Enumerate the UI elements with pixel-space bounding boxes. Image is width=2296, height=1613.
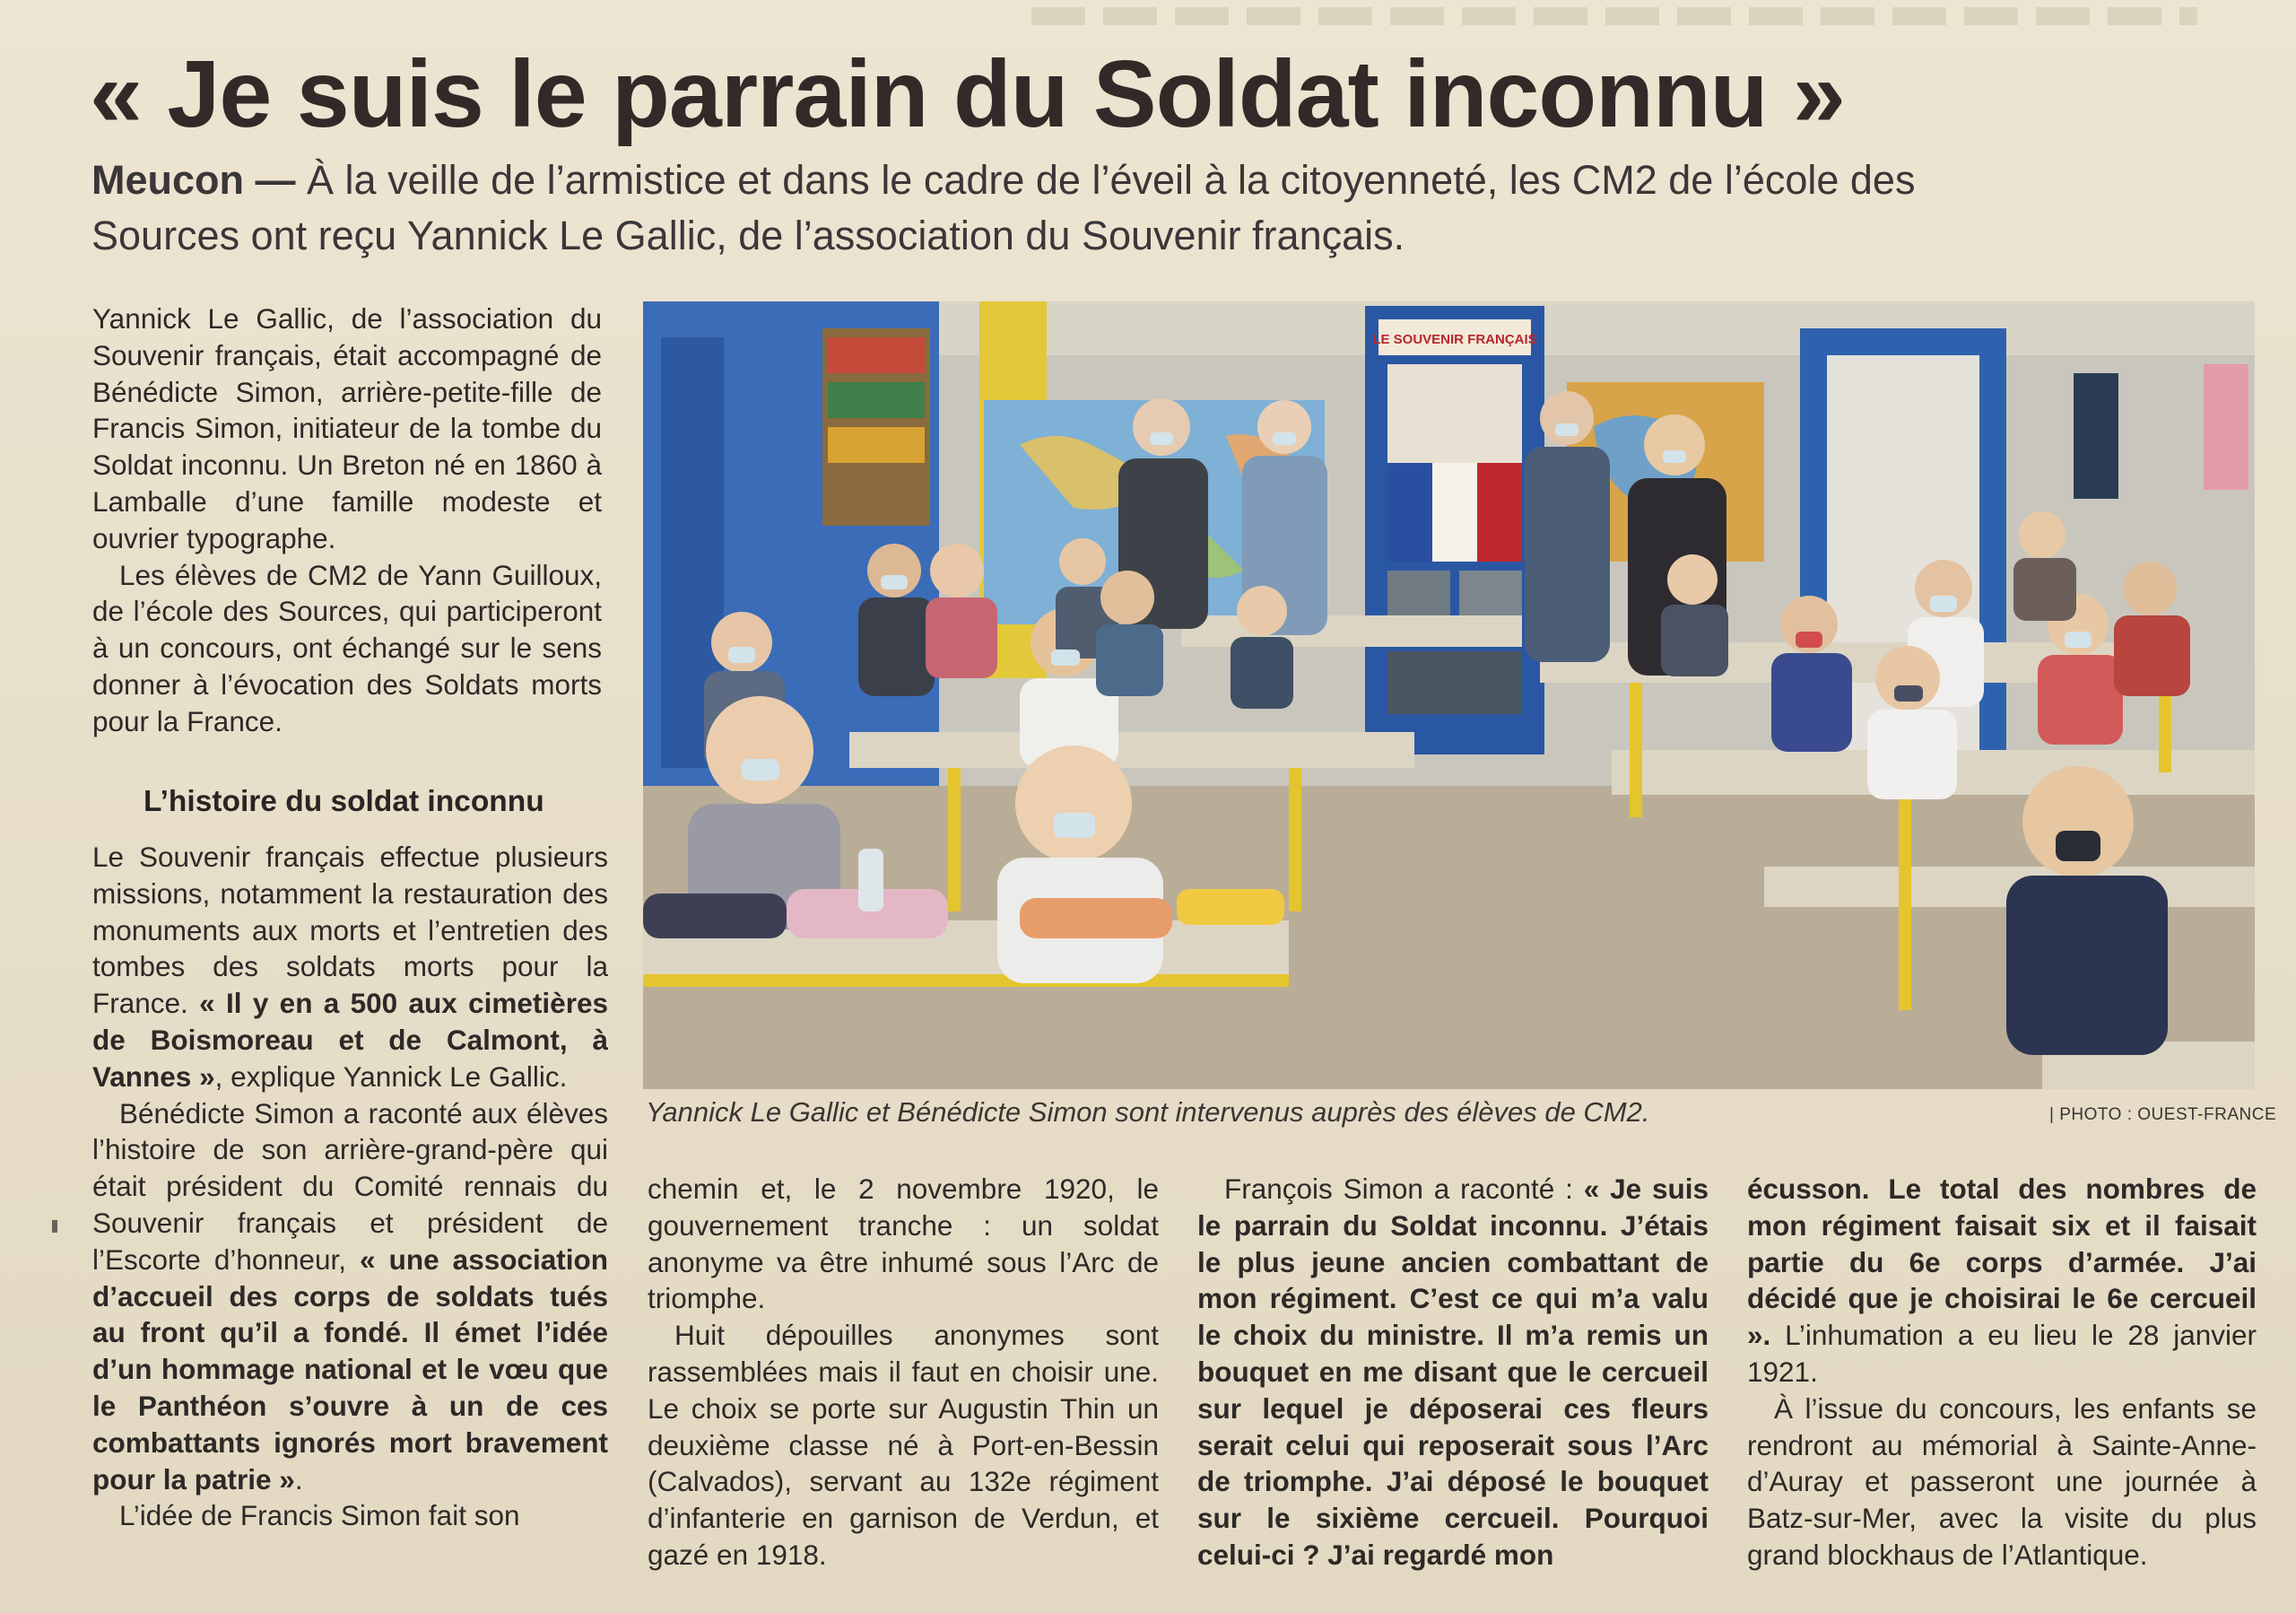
- col4-quote: écusson. Le total des nombres de mon régiment faisait six et il faisait partie du 6e corps d’armée. J’ai décidé que je choisirai le 6e cercueil ».: [1747, 1173, 2257, 1352]
- lead-text: À la veille de l’armistice et dans le cadre de l’éveil à la citoyenneté, les CM2 de l’école des Sources ont reçu Yannick Le Gallic, de l’association du Souvenir français.: [91, 157, 1916, 258]
- col1-p3-text: Le Souvenir français effectue plusieurs missions, notamment la restauration des monuments aux morts et l’entretien des tombes des soldats morts pour la France.: [92, 841, 608, 1020]
- col1-paragraph-3: [92, 839, 608, 1095]
- column-3: [1197, 1171, 1709, 1592]
- col1-p3-quote: « Il y en a 500 aux cimetières de Boismoreau et de Calmont, à Vannes »: [92, 987, 608, 1093]
- headline: « Je suis le parrain du Soldat inconnu »: [90, 41, 1845, 147]
- classroom-photo: [643, 301, 2255, 1089]
- photo-caption: Yannick Le Gallic et Bénédicte Simon sont intervenus auprès des élèves de CM2.: [646, 1096, 1650, 1128]
- col1-p4-text: Bénédicte Simon a raconté aux élèves l’histoire de son arrière-grand-père qui était président du Comité rennais du Souvenir français et président de l’Escorte d’honneur,: [92, 1096, 608, 1276]
- col4-paragraph-1: [1747, 1171, 2257, 1391]
- lead-paragraph: [91, 153, 1930, 264]
- col1-paragraph-4: [92, 1095, 608, 1498]
- col2-paragraph-2: Huit dépouilles anonymes sont rassemblées mais il faut en choisir une. Le choix se porte sur Augustin Thin un deuxième classe né à Port-en-Bessin (Calvados), servant au 132e régiment d’infanterie en garnison de Verdun, et gazé en 1918.: [648, 1319, 1159, 1571]
- col1-paragraph-1: Yannick Le Gallic, de l’association du Souvenir français, était accompagné de Bénédicte Simon, arrière-petite-fille de Francis Simon, initiateur de la tombe du Soldat inconnu. Un Breton né en 1860 à Lamballe d’une famille modeste et ouvrier typographe.: [92, 302, 602, 554]
- col1-p4-end: .: [294, 1462, 303, 1495]
- column-1-upper: [92, 301, 602, 772]
- classroom-photo-illustration: [643, 301, 2255, 1089]
- col1-p4-quote: « une association d’accueil des corps de soldats tués au front qu’il a fondé. Il émet l’idée d’un hommage national et le vœu que le Panthéon s’ouvre à un de ces combattants ignorés mort bravement pour la patrie »: [92, 1242, 608, 1495]
- subheading: L’histoire du soldat inconnu: [144, 785, 544, 818]
- column-1-lower: [92, 839, 608, 1579]
- col1-p3-end: , explique Yannick Le Gallic.: [214, 1059, 568, 1093]
- photo-credit: | PHOTO : OUEST-FRANCE: [2049, 1105, 2277, 1124]
- col1-paragraph-2: Les élèves de CM2 de Yann Guilloux, de l’école des Sources, qui participeront à un concours, ont échangé sur le sens donner à l’évocation des Soldats morts pour la France.: [92, 558, 602, 737]
- bleed-through-text: [1031, 7, 2197, 25]
- column-2: [648, 1171, 1159, 1592]
- column-4: [1747, 1171, 2257, 1592]
- col2-paragraph-1: chemin et, le 2 novembre 1920, le gouvernement tranche : un soldat anonyme va être inhumé sous l’Arc de triomphe.: [648, 1173, 1159, 1315]
- col4-p1: L’inhumation a eu lieu le 28 janvier 1921.: [1747, 1319, 2257, 1388]
- margin-mark: [52, 1220, 57, 1233]
- col1-paragraph-5: L’idée de Francis Simon fait son: [119, 1499, 520, 1532]
- lead-place: Meucon —: [91, 157, 296, 203]
- col3-quote: « Je suis le parrain du Soldat inconnu. J’étais le plus jeune ancien combattant de mon régiment. C’est ce qui m’a valu le choix du ministre. Il m’a remis un bouquet en me disant que le cercueil sur lequel je déposerai ces fleurs serait celui qui reposerait sous l’Arc de triomphe. J’ai déposé le bouquet sur le sixième cercueil. Pourquoi celui-ci ? J’ai regardé mon: [1197, 1173, 1709, 1571]
- col4-paragraph-2: À l’issue du concours, les enfants se rendront au mémorial à Sainte-Anne-d’Auray et passeront une journée à Batz-sur-Mer, avec la visite du plus grand blockhaus de l’Atlantique.: [1747, 1391, 2257, 1571]
- col3-paragraph-1: [1197, 1171, 1709, 1574]
- col3-intro: François Simon a raconté :: [1224, 1173, 1584, 1205]
- banner-title: LE SOUVENIR FRANÇAIS: [1372, 332, 1537, 347]
